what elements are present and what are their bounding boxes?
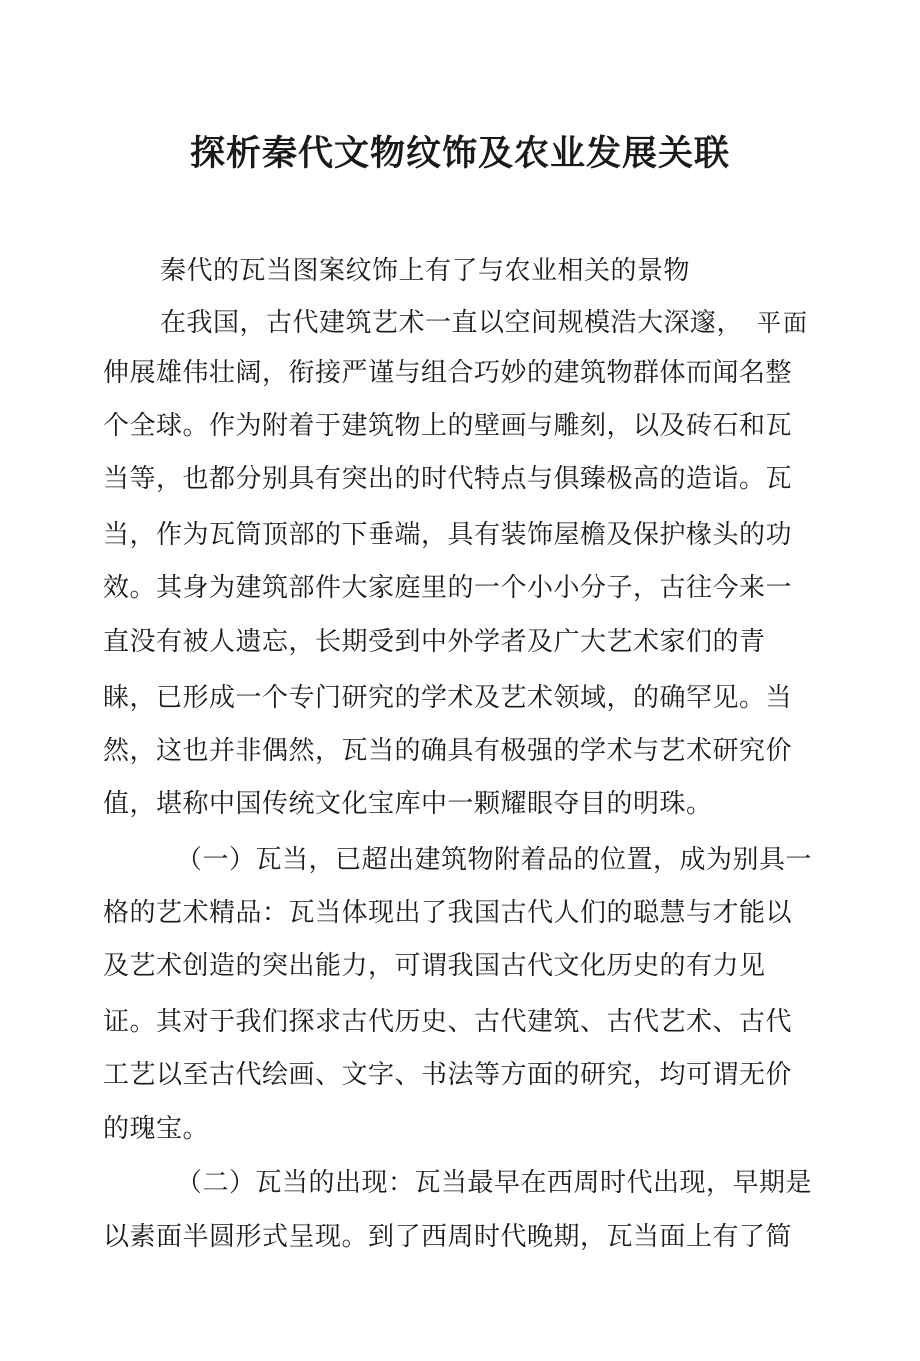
paragraph-line: 以素面半圆形式呈现。到了西周时代晚期，瓦当面上有了简 bbox=[103, 1222, 793, 1252]
paragraph-line: 格的艺术精品：瓦当体现出了我国古代人们的聪慧与才能以 bbox=[103, 898, 793, 928]
section-subheading: 秦代的瓦当图案纹饰上有了与农业相关的景物 bbox=[160, 256, 691, 286]
document-title: 探析秦代文物纹饰及农业发展关联 bbox=[189, 134, 730, 174]
paragraph-line: 及艺术创造的突出能力，可谓我国古代文化历史的有力见 bbox=[103, 951, 766, 981]
paragraph-line: 效。其身为建筑部件大家庭里的一个小小分子，古往今来一 bbox=[103, 573, 793, 603]
paragraph-line: 当等，也都分别具有突出的时代特点与俱臻极高的造诣。瓦 bbox=[103, 464, 793, 494]
paragraph-line: 然，这也并非偶然，瓦当的确具有极强的学术与艺术研究价 bbox=[103, 736, 793, 766]
paragraph-line: 工艺以至古代绘画、文字、书法等方面的研究，均可谓无价 bbox=[103, 1060, 793, 1090]
paragraph-line-tail: 平面 bbox=[757, 309, 810, 337]
paragraph-line: 个全球。作为附着于建筑物上的壁画与雕刻，以及砖石和瓦 bbox=[103, 411, 793, 441]
paragraph-line: 当，作为瓦筒顶部的下垂端，具有装饰屋檐及保护椽头的功 bbox=[103, 520, 793, 550]
paragraph-line: 值，堪称中国传统文化宝库中一颗耀眼夺目的明珠。 bbox=[103, 789, 713, 819]
paragraph-line: 伸展雄伟壮阔，衔接严谨与组合巧妙的建筑物群体而闻名整 bbox=[103, 358, 793, 388]
paragraph-line: 睐，已形成一个专门研究的学术及艺术领域，的确罕见。当 bbox=[103, 683, 793, 713]
paragraph-line: （一）瓦当，已超出建筑物附着品的位置，成为别具一 bbox=[176, 845, 813, 875]
paragraph-line-main: 在我国，古代建筑艺术一直以空间规模浩大深邃， bbox=[160, 308, 744, 338]
paragraph-line: 直没有被人遗忘，长期受到中外学者及广大艺术家们的青 bbox=[103, 627, 766, 657]
paragraph-line: 证。其对于我们探求古代历史、古代建筑、古代艺术、古代 bbox=[103, 1007, 793, 1037]
paragraph-line: 的瑰宝。 bbox=[103, 1114, 210, 1144]
paragraph-line: （二）瓦当的出现：瓦当最早在西周时代出现，早期是 bbox=[176, 1168, 813, 1198]
paragraph-line bbox=[160, 306, 809, 340]
